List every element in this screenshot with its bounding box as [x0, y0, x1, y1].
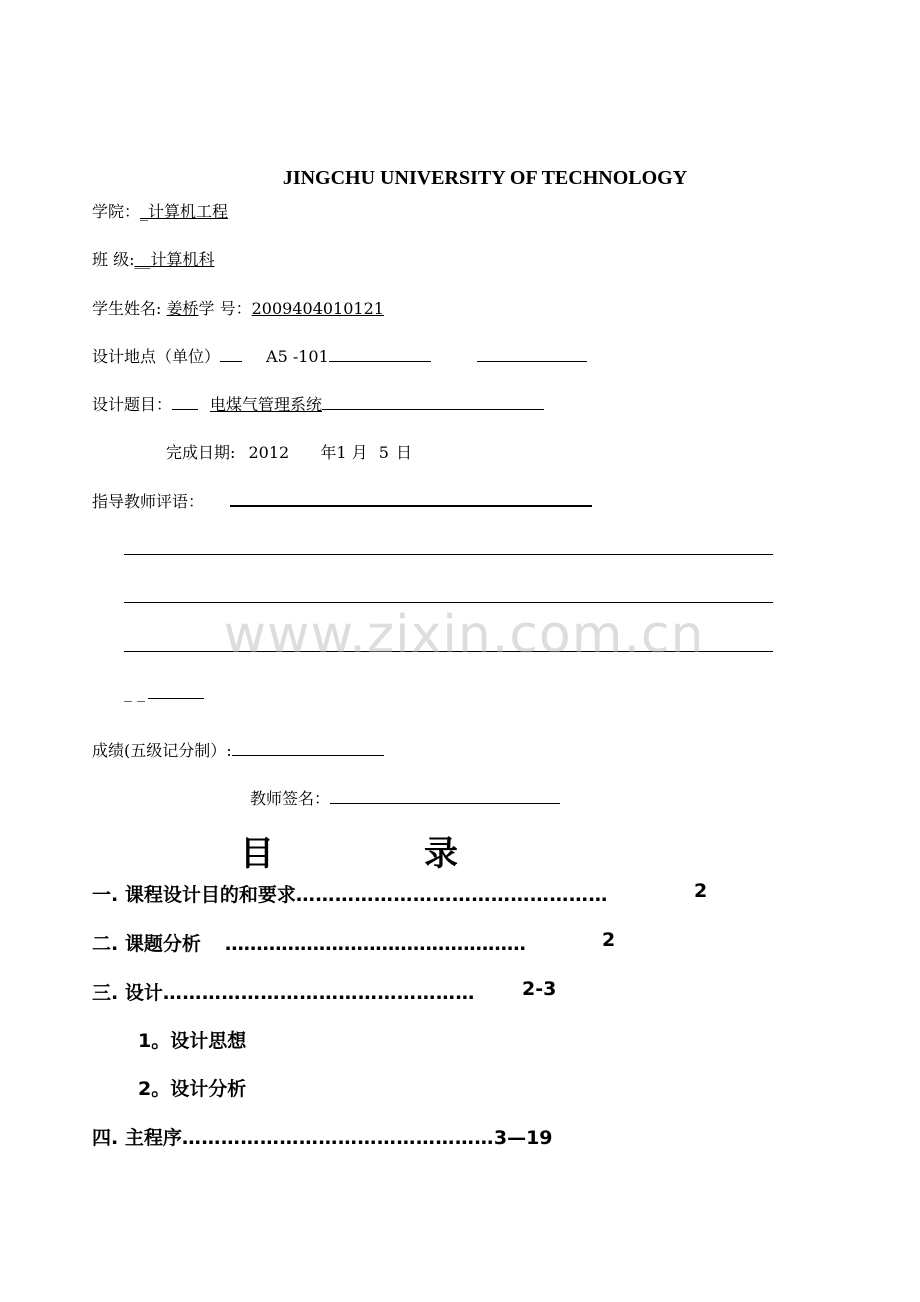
- topic-value: 电煤气管理系统: [210, 395, 323, 414]
- toc-heading-left: 目: [240, 834, 274, 874]
- toc-dots: …………………………………………: [162, 982, 475, 1004]
- toc-label: 设计: [124, 982, 163, 1004]
- toc-page: 3—19: [493, 1127, 553, 1149]
- signature-row: [250, 786, 560, 809]
- toc-num: 2。: [138, 1078, 171, 1100]
- grade-label: 成绩(五级记分制）:: [92, 741, 232, 760]
- location-blank-1: [220, 344, 242, 362]
- class-row: [92, 247, 215, 270]
- college-label: 学院：: [92, 202, 141, 221]
- toc-item-2[interactable]: [92, 929, 526, 956]
- topic-blank-1: [172, 392, 198, 410]
- signature-label: 教师签名：: [250, 789, 331, 808]
- location-label: 设计地点（单位）: [92, 347, 221, 366]
- toc-label: 主程序: [124, 1127, 182, 1149]
- date-label: 完成日期:: [166, 443, 236, 462]
- toc-heading-right: 录: [424, 834, 458, 874]
- location-row: [92, 344, 587, 367]
- toc-num: 四.: [92, 1127, 119, 1149]
- topic-row: [92, 392, 544, 415]
- toc-dots: …………………………………………: [295, 884, 608, 906]
- college-row: [92, 199, 228, 222]
- toc-num: 三.: [92, 982, 119, 1004]
- id-label: 学 号：: [198, 299, 252, 318]
- date-month-unit: 月: [351, 443, 368, 462]
- toc-dots: …………………………………………: [181, 1127, 494, 1149]
- toc-page-2: 2: [602, 929, 616, 951]
- toc-num: 一.: [92, 884, 119, 906]
- location-value: A5 -101: [266, 347, 329, 366]
- class-value: __计算机科: [134, 250, 215, 269]
- date-month: 1: [336, 443, 347, 462]
- toc-item-4[interactable]: [92, 1123, 553, 1150]
- college-value: _计算机工程: [140, 202, 229, 221]
- watermark: www.zixin.com.cn: [223, 605, 705, 665]
- toc-page-1: 2: [694, 880, 708, 902]
- date-year-unit: 年: [320, 443, 337, 462]
- class-label: 班 级:: [92, 250, 135, 269]
- toc-label: 设计分析: [170, 1078, 247, 1100]
- name-value: 姜桥: [166, 299, 199, 318]
- comment-label: 指导教师评语：: [92, 492, 205, 511]
- university-title: JINGCHU UNIVERSITY OF TECHNOLOGY: [282, 167, 688, 189]
- toc-label: 设计思想: [170, 1030, 247, 1052]
- date-year: 2012: [248, 443, 290, 462]
- toc-label: 课程设计目的和要求: [124, 884, 296, 906]
- toc-subitem-2[interactable]: [138, 1074, 246, 1101]
- comment-line-4: [148, 698, 204, 699]
- grade-blank-2: [290, 738, 384, 756]
- toc-dots: …………………………………………: [224, 933, 526, 955]
- grade-blank-1: [232, 738, 290, 756]
- toc-item-3[interactable]: [92, 978, 475, 1005]
- date-day-unit: 日: [396, 443, 413, 462]
- location-blank-3: [477, 344, 587, 362]
- student-row: [92, 296, 384, 319]
- name-label: 学生姓名:: [92, 299, 162, 318]
- id-value: 2009404010121: [251, 299, 384, 318]
- grade-row: [92, 738, 384, 761]
- toc-num: 二.: [92, 933, 119, 955]
- toc-num: 1。: [138, 1030, 171, 1052]
- date-day: 5: [378, 443, 389, 462]
- comment-line-1: [124, 554, 773, 555]
- comment-row: [92, 489, 204, 512]
- date-row: [166, 440, 412, 463]
- toc-page-3: 2-3: [522, 978, 557, 1000]
- topic-blank-2: [322, 392, 544, 410]
- toc-item-1[interactable]: [92, 880, 608, 907]
- topic-label: 设计题目：: [92, 395, 173, 414]
- toc-label: 课题分析: [124, 933, 201, 955]
- location-blank-2: [329, 344, 431, 362]
- comment-line-2: [124, 602, 773, 603]
- signature-blank: [330, 786, 560, 804]
- comment-tail: _ _: [124, 683, 146, 702]
- comment-line-0: [230, 505, 592, 507]
- toc-subitem-1[interactable]: [138, 1026, 246, 1053]
